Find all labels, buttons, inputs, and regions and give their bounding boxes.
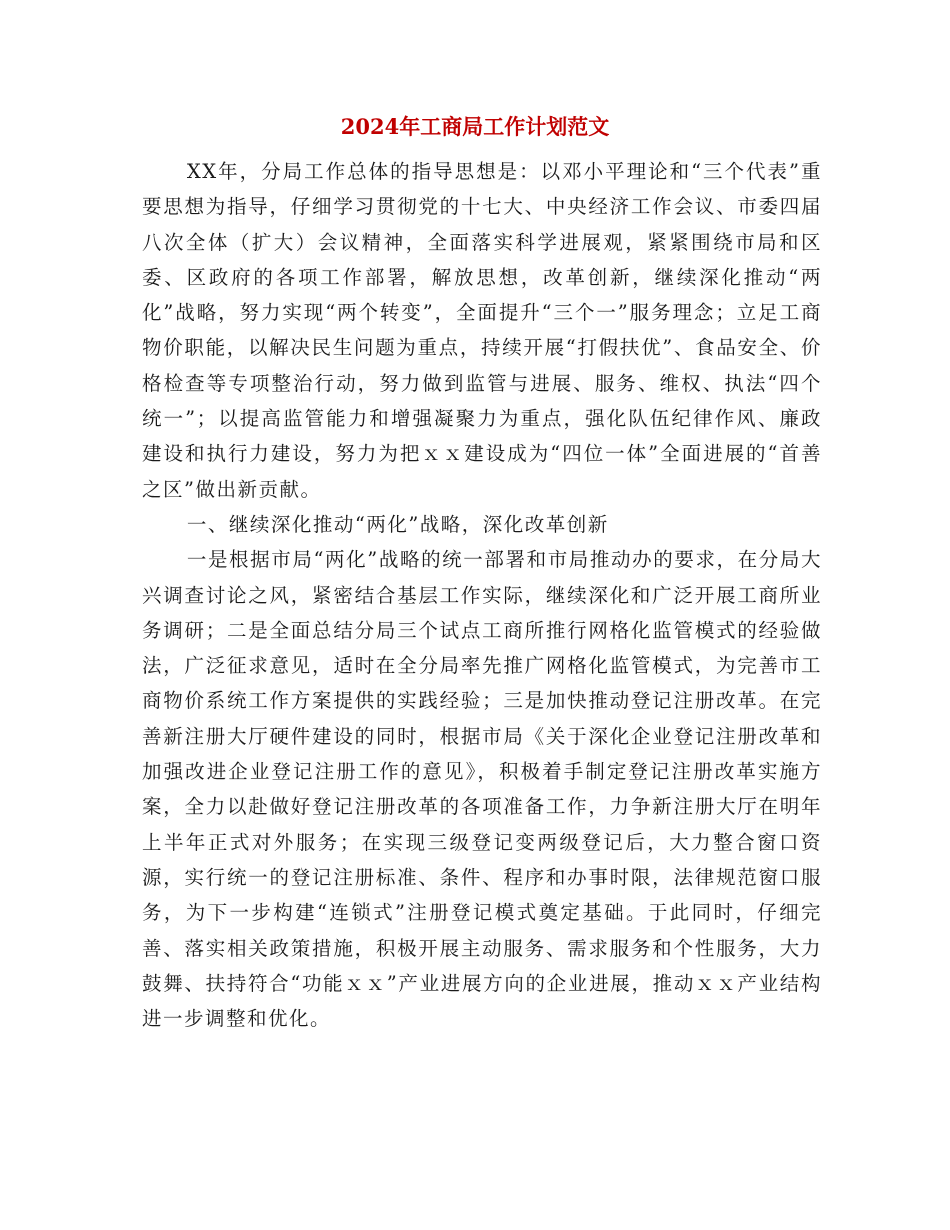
section-heading-one: 一、继续深化推动“两化”战略，深化改革创新 <box>186 512 609 536</box>
paragraph-section-one-body: 一是根据市局“两化”战略的统一部署和市局推动办的要求，在分局大兴调查讨论之风，紧密结合基层工作实际，继续深化和广泛开展工商所业务调研；二是全面总结分局三个试点工商所推行网格化监管模式的经验做法，广泛征求意见，适时在全分局率先推广网格化监管模式，为完善市工商物价系统工作方案提供的实践经验；三是加快推动登记注册改革。在完善新注册大厅硬件建设的同时，根据市局《关于深化企业登记注册改革和加强改进企业登记注册工作的意见》，积极着手制定登记注册改革实施方案，全力以赴做好登记注册改革的各项准备工作，力争新注册大厅在明年上半年正式对外服务；在实现三级登记变两级登记后，大力整合窗口资源，实行统一的登记注册标准、条件、程序和办事时限，法律规范窗口服务，为下一步构建“连锁式”注册登记模式奠定基础。于此同时，仔细完善、落实相关政策措施，积极开展主动服务、需求服务和个性服务，大力鼓舞、扶持符合“功能ｘｘ”产业进展方向的企业进展，推动ｘｘ产业结构进一步调整和优化。 <box>142 548 822 1031</box>
document-body <box>142 154 822 1036</box>
paragraph-guiding-ideology: XX年，分局工作总体的指导思想是：以邓小平理论和“三个代表”重要思想为指导，仔细学习贯彻党的十七大、中央经济工作会议、市委四届八次全体（扩大）会议精神，全面落实科学进展观，紧紧围绕市局和区委、区政府的各项工作部署，解放思想，改革创新，继续深化推动“两化”战略，努力实现“两个转变”，全面提升“三个一”服务理念；立足工商物价职能，以解决民生问题为重点，持续开展“打假扶优”、食品安全、价格检查等专项整治行动，努力做到监管与进展、服务、维权、执法“四个统一”；以提高监管能力和增强凝聚力为重点，强化队伍纪律作风、廉政建设和执行力建设，努力为把ｘｘ建设成为“四位一体”全面进展的“首善之区”做出新贡献。 <box>142 160 822 501</box>
document-title: 2024年工商局工作计划范文 <box>340 114 610 139</box>
